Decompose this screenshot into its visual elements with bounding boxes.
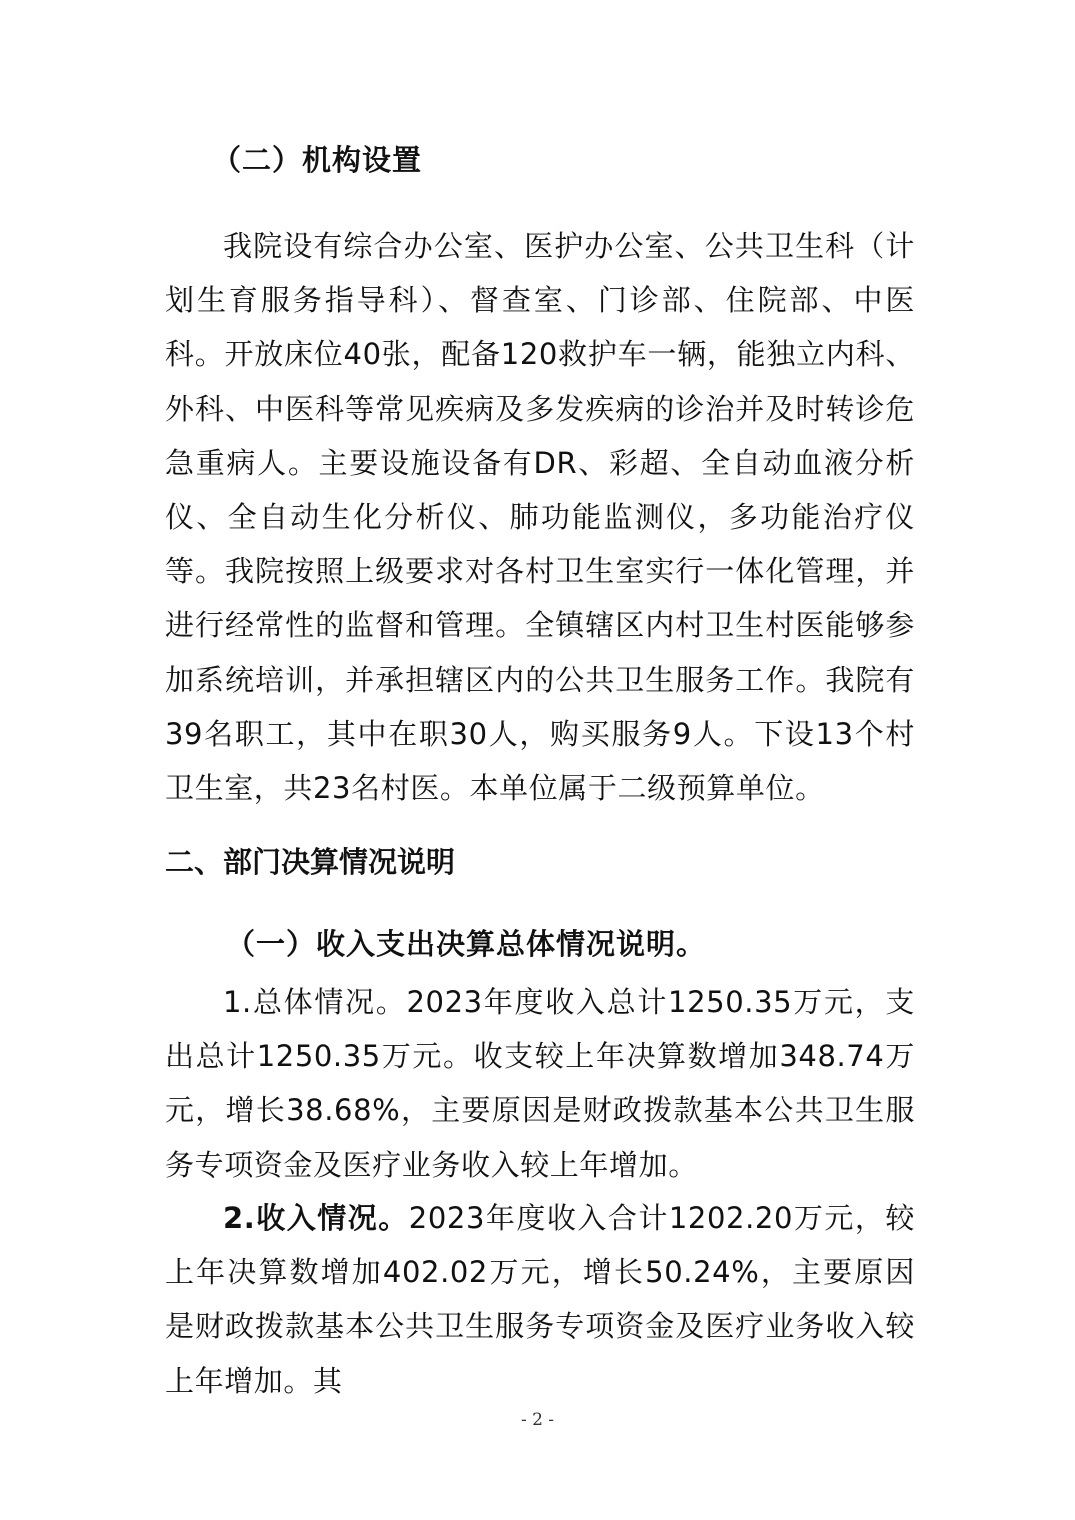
income-lead: 2.收入情况。 (223, 1201, 409, 1235)
income-text: 2023年度收入合计1202.20万元，较上年决算数增加402.02万元，增长50.24%，主要原因是财政拨款基本公共卫生服务专项资金及医疗业务收入较上年增加。其 (165, 1201, 916, 1398)
section-heading-org: （二）机构设置 (212, 143, 423, 177)
section-heading-budget: 二、部门决算情况说明 (165, 845, 456, 879)
income-paragraph (165, 1191, 915, 1408)
org-paragraph: 我院设有综合办公室、医护办公室、公共卫生科（计划生育服务指导科）、督查室、门诊部、住院部、中医科。开放床位40张，配备120救护车一辆，能独立内科、外科、中医科等常见疾病及多发疾病的诊治并及时转诊危急重病人。主要设施设备有DR、彩超、全自动血液分析仪、全自动生化分析仪、肺功能监测仪，多功能治疗仪等。我院按照上级要求对各村卫生室实行一体化管理，并进行经常性的监督和管理。全镇辖区内村卫生村医能够参加系统培训，并承担辖区内的公共卫生服务工作。我院有39名职工，其中在职30人，购买服务9人。下设13个村卫生室，共23名村医。本单位属于二级预算单位。 (165, 229, 915, 806)
subsection-heading-overall: （一）收入支出决算总体情况说明。 (226, 927, 707, 961)
overall-paragraph: 1.总体情况。2023年度收入总计1250.35万元，支出总计1250.35万元。收支较上年决算数增加348.74万元，增长38.68%，主要原因是财政拨款基本公共卫生服务专项资金及医疗业务收入较上年增加。 (165, 985, 915, 1182)
page-number: - 2 - (520, 1410, 555, 1430)
